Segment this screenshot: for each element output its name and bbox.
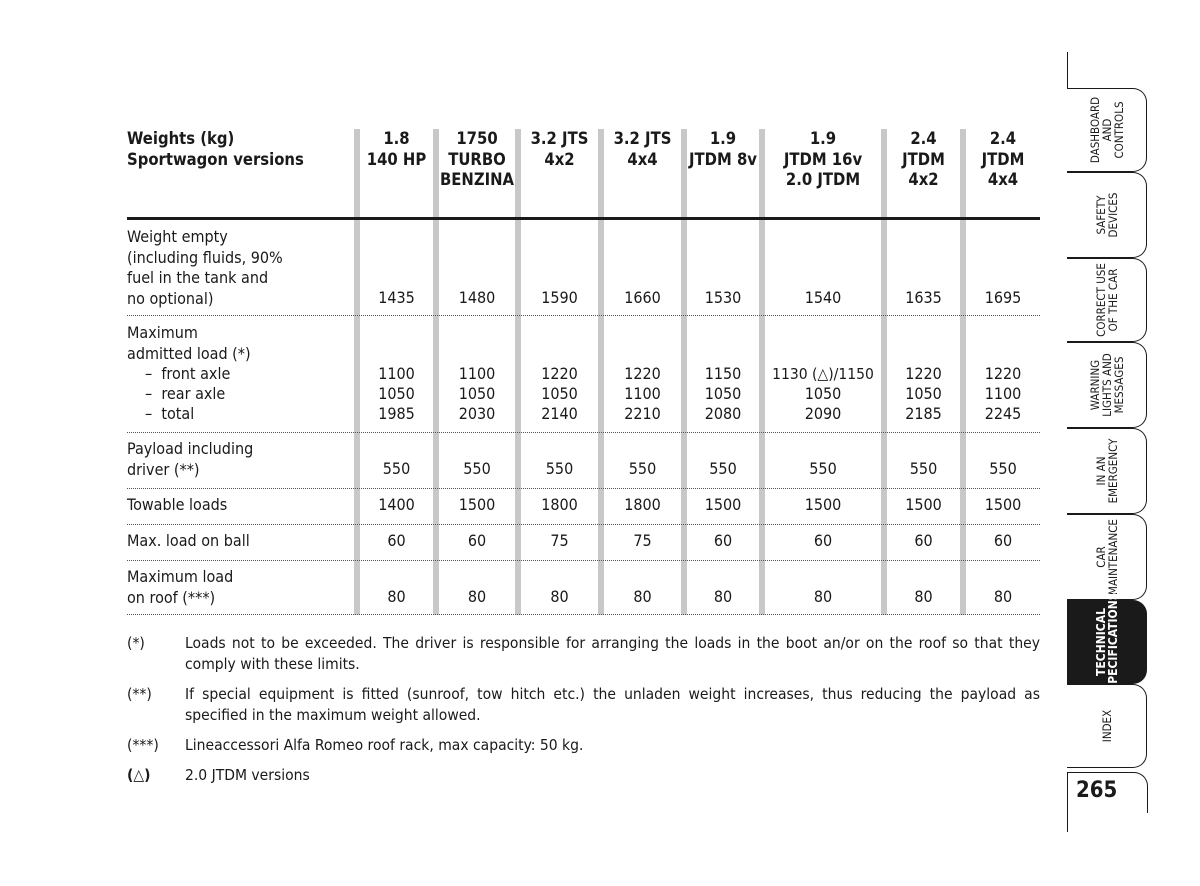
- footnote-mark: (△): [127, 766, 151, 784]
- tab-label: TECHNICAL SPECIFICATIONS: [1094, 592, 1120, 692]
- table-cell: 1050: [905, 384, 942, 403]
- row-label: Payload including driver (**): [127, 439, 254, 479]
- table-cell: 60: [993, 531, 1013, 550]
- tab-label: CAR MAINTENANCE: [1094, 519, 1120, 595]
- column-header-line: 1.9: [809, 129, 837, 148]
- tab-index[interactable]: [1067, 684, 1147, 768]
- table-cell: 2030: [458, 404, 496, 423]
- table-cell: 550: [709, 459, 737, 478]
- row-label: Maximum load on roof (***): [127, 567, 234, 607]
- table-cell: 1220: [624, 364, 661, 383]
- tab-label: SAFETY DEVICES: [1094, 192, 1120, 238]
- table-cell: 80: [387, 587, 406, 606]
- table-cell: 1660: [624, 288, 661, 307]
- table-cell: 1590: [541, 288, 578, 307]
- column-header-line: 4x2: [544, 149, 575, 169]
- table-header-label: [127, 129, 304, 170]
- table-cell: 80: [713, 587, 733, 606]
- footnote-text: Loads not to be exceeded. The driver is responsible for arranging the loads in the boot an/or on the roof so that they comply with these limits.: [185, 634, 1040, 673]
- table-cell: 550: [809, 459, 837, 478]
- column-header-line: 4x4: [987, 170, 1019, 189]
- table-cell: 2185: [905, 404, 942, 423]
- column-header-line: 4x2: [908, 170, 939, 189]
- table-cell: 1100: [984, 384, 1022, 403]
- footnote-mark: (**): [127, 685, 152, 703]
- row-sublabel: – total: [145, 404, 195, 423]
- column-header-line: 1.8: [383, 129, 410, 148]
- column-header-line: 140 HP: [366, 149, 427, 169]
- tab-label: CORRECT USE OF THE CAR: [1094, 263, 1120, 337]
- tab-technical-specifications[interactable]: [1067, 592, 1147, 692]
- column-header-line: 4x4: [627, 149, 658, 169]
- table-cell: 1220: [541, 364, 578, 383]
- table-cell: 2245: [984, 404, 1022, 423]
- page-number: 265: [1076, 778, 1118, 803]
- tab-warning-lights-and-messages[interactable]: [1067, 342, 1147, 428]
- table-cell: 1050: [458, 384, 496, 403]
- table-cell: 1500: [905, 495, 942, 514]
- column-header-line: 1.9: [709, 129, 737, 148]
- column-header-line: 2.4 JTDM: [902, 129, 945, 169]
- table-cell: 80: [467, 587, 487, 606]
- table-cell: 1695: [984, 288, 1022, 307]
- footnote-mark: (*): [127, 634, 145, 652]
- table-cell: 2140: [541, 404, 578, 423]
- table-cell: 80: [550, 587, 569, 606]
- table-cell: 75: [550, 531, 569, 550]
- row-label: Max. load on ball: [127, 531, 250, 550]
- column-header-line: BENZINA: [439, 170, 515, 189]
- footnote: [127, 735, 1040, 757]
- column-header-line: 2.0 JTDM: [785, 170, 861, 189]
- column-header: [966, 129, 1040, 191]
- table-cell: 1220: [984, 364, 1022, 383]
- footnote-text: Lineaccessori Alfa Romeo roof rack, max capacity: 50 kg.: [185, 736, 584, 754]
- column-header: [687, 129, 759, 170]
- column-header-line: 1750: [456, 129, 498, 148]
- footnote-text: 2.0 JTDM versions: [185, 766, 310, 784]
- table-cell: 1500: [458, 495, 496, 514]
- tab-dashboard-and-controls[interactable]: [1067, 88, 1147, 172]
- table-cell: 1985: [378, 404, 415, 423]
- table-cell: 1100: [458, 364, 496, 383]
- footnote: [127, 765, 1040, 787]
- column-header: [887, 129, 960, 191]
- table-cell: 1435: [378, 288, 415, 307]
- tab-safety-devices[interactable]: [1067, 172, 1147, 258]
- table-cell: 60: [467, 531, 487, 550]
- column-header-line: 2.4 JTDM: [981, 129, 1025, 169]
- tab-label: INDEX: [1100, 709, 1114, 743]
- table-cell: 1100: [378, 364, 415, 383]
- table-cell: 1400: [378, 495, 415, 514]
- table-cell: 1050: [704, 384, 742, 403]
- column-header: [765, 129, 881, 191]
- footnote-text: If special equipment is fitted (sunroof, tow hitch etc.) the unladen weight increases, thus reducing the payload as specified in the maximum weight allowed.: [185, 685, 1040, 724]
- column-header: [604, 129, 681, 170]
- table-cell: 550: [382, 459, 411, 478]
- tab-spine: [1067, 772, 1068, 832]
- table-cell: 1800: [541, 495, 578, 514]
- table-cell: 2080: [704, 404, 742, 423]
- column-header-line: JTDM 8v: [689, 149, 757, 169]
- table-cell: 80: [633, 587, 652, 606]
- tab-label: WARNING LIGHTS AND MESSAGES: [1088, 353, 1126, 417]
- column-header-line: TURBO: [448, 149, 506, 169]
- table-cell: 1540: [804, 288, 842, 307]
- table-cell: 75: [633, 531, 652, 550]
- table-cell: 1500: [984, 495, 1022, 514]
- footnote: [127, 633, 1040, 677]
- weights-table: [127, 129, 1040, 615]
- row-divider: [127, 524, 1040, 525]
- table-cell: 60: [914, 531, 933, 550]
- header-title: Weights (kg): [127, 129, 235, 148]
- row-divider: [127, 488, 1040, 489]
- table-cell: 1050: [378, 384, 415, 403]
- table-cell: 1635: [905, 288, 942, 307]
- table-cell: 1130 (△)/1150: [772, 365, 874, 383]
- table-cell: 550: [463, 459, 491, 478]
- table-cell: 550: [545, 459, 574, 478]
- tab-spine: [1067, 52, 1068, 88]
- table-cell: 550: [989, 459, 1017, 478]
- table-cell: 80: [813, 587, 833, 606]
- row-sublabel: – front axle: [145, 364, 231, 383]
- table-cell: 1050: [804, 384, 842, 403]
- table-cell: 1500: [704, 495, 742, 514]
- column-header-line: 3.2 JTS: [613, 129, 672, 148]
- table-cell: 80: [914, 587, 933, 606]
- table-cell: 1500: [804, 495, 842, 514]
- tab-label: DASHBOARD AND CONTROLS: [1088, 96, 1126, 164]
- row-sublabel: – rear axle: [145, 384, 226, 403]
- row-label: Weight empty (including fluids, 90% fuel in the tank and no optional): [127, 227, 283, 308]
- table-cell: 550: [909, 459, 938, 478]
- row-divider: [127, 560, 1040, 561]
- header-subtitle: Sportwagon versions: [127, 149, 304, 169]
- table-cell: 550: [628, 459, 657, 478]
- table-cell: 1100: [624, 384, 661, 403]
- table-cell: 60: [713, 531, 733, 550]
- table-cell: 1150: [704, 364, 742, 383]
- table-cell: 1050: [541, 384, 578, 403]
- footnote: [127, 684, 1040, 728]
- table-cell: 1800: [624, 495, 661, 514]
- table-cell: 1480: [458, 288, 496, 307]
- tab-car-maintenance[interactable]: [1067, 514, 1147, 600]
- table-cell: 1530: [704, 288, 742, 307]
- row-divider: [127, 315, 1040, 316]
- column-header: [521, 129, 598, 170]
- column-header-line: 3.2 JTS: [530, 129, 589, 148]
- column-header: [360, 129, 433, 170]
- table-cell: 2090: [804, 404, 842, 423]
- row-divider: [127, 614, 1040, 615]
- tab-label: IN AN EMERGENCY: [1094, 438, 1120, 504]
- table-cell: 2210: [624, 404, 661, 423]
- row-divider: [127, 432, 1040, 433]
- table-cell: 60: [813, 531, 833, 550]
- tab-correct-use-of-the-car[interactable]: [1067, 258, 1147, 342]
- table-cell: 60: [387, 531, 406, 550]
- row-label: Maximum admitted load (*): [127, 323, 251, 363]
- column-header-line: JTDM 16v: [783, 149, 863, 169]
- table-cell: 80: [993, 587, 1013, 606]
- column-header: [439, 129, 515, 191]
- tab-in-an-emergency[interactable]: [1067, 428, 1147, 514]
- footnote-mark: (***): [127, 736, 159, 754]
- header-rule: [127, 217, 1040, 220]
- row-label: Towable loads: [127, 495, 228, 514]
- table-cell: 1220: [905, 364, 942, 383]
